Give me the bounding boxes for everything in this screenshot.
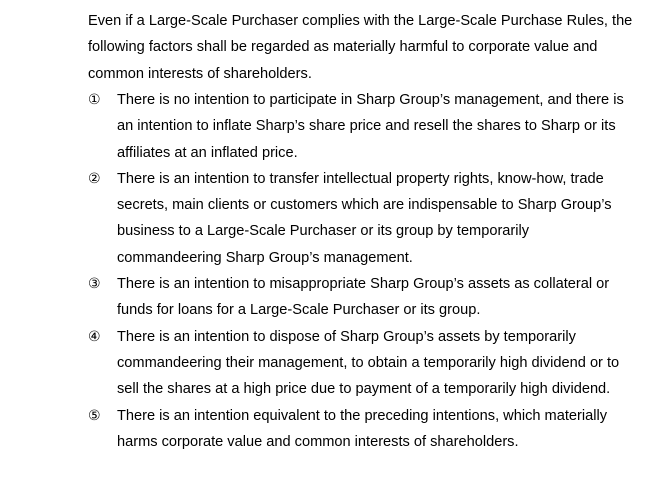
item-number: ③	[88, 276, 101, 293]
item-text: There is no intention to participate in Sharp Group’s management, and there is an intention to inflate Sharp’s share price and resell the shares to Sharp or its affiliates at an inflated price.	[117, 92, 624, 161]
intro-paragraph: Even if a Large-Scale Purchaser complies with the Large-Scale Purchase Rules, the following factors shall be regarded as materially harmful to corporate value and common interests of shareholders.	[88, 13, 633, 82]
item-text: There is an intention equivalent to the preceding intentions, which materially harms corporate value and common interests of shareholders.	[117, 407, 607, 450]
list-item	[88, 166, 633, 271]
item-number: ①	[88, 92, 101, 108]
item-text: There is an intention to misappropriate Sharp Group’s assets as collateral or funds for loans for a Large-Scale Purchaser or its group.	[117, 276, 610, 319]
item-number: ②	[88, 170, 101, 187]
list-item	[88, 403, 633, 456]
list-item	[88, 271, 633, 324]
list-item	[88, 87, 633, 166]
list-item	[88, 324, 633, 403]
item-number: ⑤	[88, 407, 101, 424]
item-text: There is an intention to transfer intellectual property rights, know-how, trade secrets, main clients or customers which are indispensable to Sharp Group’s business to a Large-Scale Purchaser or its group by temporarily commandeering Sharp Group’s management.	[117, 170, 612, 266]
item-number: ④	[88, 328, 101, 345]
item-text: There is an intention to dispose of Sharp Group’s assets by temporarily commandeering their management, to obtain a temporarily high dividend or to sell the shares at a high price due to payment of a temporarily high dividend.	[117, 328, 620, 398]
harmful-factors-list	[88, 87, 633, 455]
